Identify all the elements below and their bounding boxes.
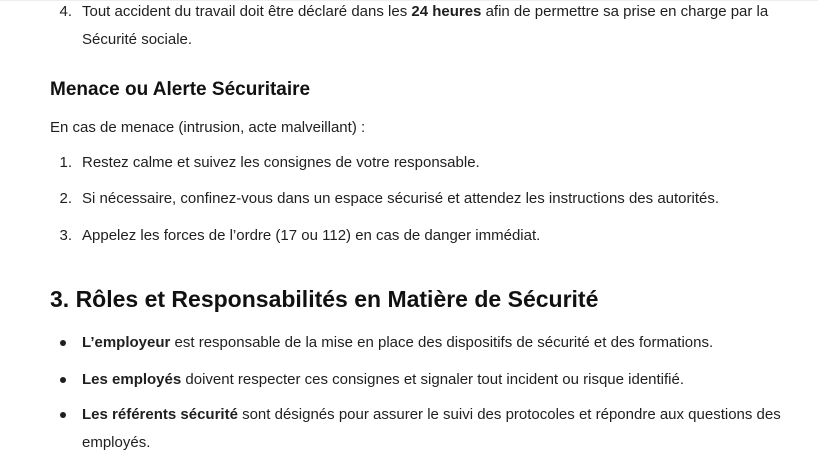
- bullet-item-text: [82, 401, 800, 457]
- list-item-text: [82, 0, 800, 54]
- list-item-text: Si nécessaire, confinez-vous dans un espace sécurisé et attendez les instructions des autorités.: [82, 190, 720, 207]
- intro-paragraph: En cas de menace (intrusion, acte malveillant) :: [50, 119, 366, 136]
- text-span: Tout accident du travail doit être déclaré dans les: [82, 3, 412, 20]
- list-item-number: 1.: [59, 154, 72, 171]
- bullet-item-text: [82, 329, 800, 357]
- list-item-text: Appelez les forces de l’ordre (17 ou 112) en cas de danger immédiat.: [82, 227, 541, 244]
- bullet-item: [50, 366, 800, 394]
- text-span: doivent respecter ces consignes et signaler tout incident ou risque identifié.: [181, 371, 685, 388]
- bullet-item: [50, 401, 800, 457]
- bullet-item-text: [82, 366, 800, 394]
- list-item-number: 4.: [59, 3, 72, 20]
- list-item-text: Restez calme et suivez les consignes de votre responsable.: [82, 154, 480, 171]
- text-span: afin de permettre sa prise en charge par la Sécurité sociale.: [82, 3, 769, 48]
- list-item: [50, 185, 800, 213]
- bullet-icon: [60, 412, 66, 418]
- bullet-icon: [60, 340, 66, 346]
- section-heading-menace: Menace ou Alerte Sécuritaire: [50, 79, 311, 100]
- bold-text: 24 heures: [411, 3, 482, 20]
- list-item-number: 3.: [59, 227, 72, 244]
- bullet-item: [50, 329, 800, 357]
- bold-text: Les employés: [82, 371, 182, 388]
- text-span: est responsable de la mise en place des dispositifs de sécurité et des formations.: [170, 334, 714, 351]
- text-span: sont désignés pour assurer le suivi des protocoles et répondre aux questions des employés.: [82, 406, 781, 451]
- bold-text: Les référents sécurité: [82, 406, 238, 423]
- list-item: [50, 149, 800, 177]
- bold-text: L’employeur: [82, 334, 171, 351]
- section-heading-roles: 3. Rôles et Responsabilités en Matière de Sécurité: [50, 286, 599, 312]
- list-item-number: 2.: [59, 190, 72, 207]
- list-item: [50, 222, 800, 250]
- bullet-icon: [60, 377, 66, 383]
- list-item: [50, 0, 800, 54]
